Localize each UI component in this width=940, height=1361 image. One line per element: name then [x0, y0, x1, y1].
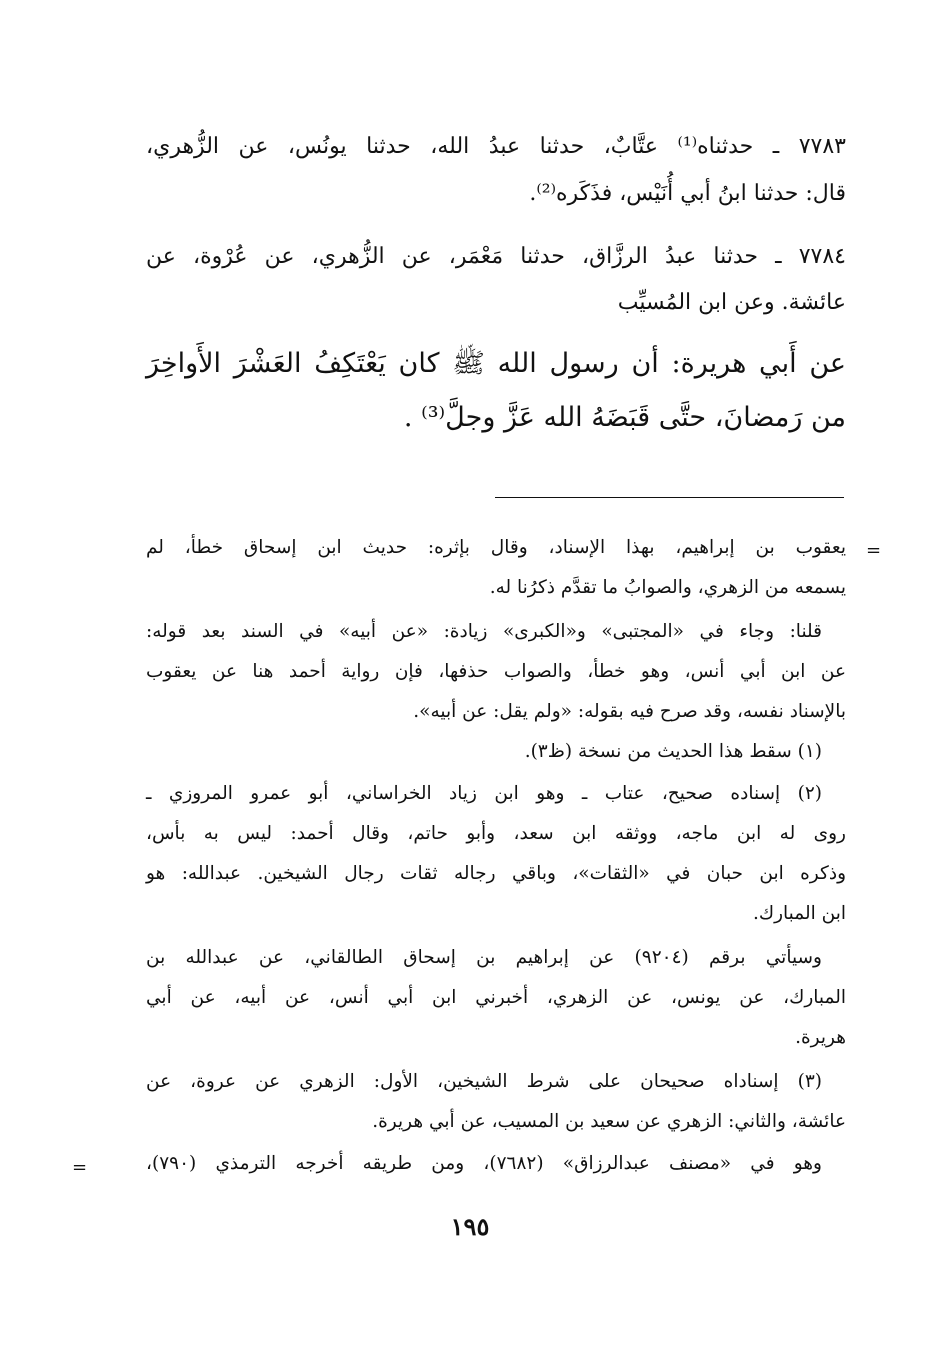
footnote-line: بالإسناد نفسه، وقد صرح فيه بقوله: «ولم يقل: عن أبيه». [413, 701, 846, 722]
footnote-3: (٣) إسناداه صحيحان على شرط الشيخين، الأول: الزهري عن عروة، عن [146, 1071, 822, 1092]
footnote-2: (٢) إسناده صحيح، عتاب ـ وهو ابن زياد الخراساني، أبو عمرو المروزي ـ [146, 783, 822, 804]
hadith-7784-line-2: عائشة. وعن ابن المُسيِّب [617, 290, 846, 315]
footnote-line: وسيأتي برقم (٩٢٠٤) عن إبراهيم بن إسحاق الطالقاني، عن عبدالله بن [146, 947, 822, 968]
footnote-separator [495, 497, 844, 498]
footnote-line: وذكره ابن حبان في «الثقات»، وباقي رجاله ثقات رجال الشيخين. عبدالله: هو [146, 863, 846, 884]
footnote-line: ابن المبارك. [752, 903, 846, 924]
continuation-mark-end: = [72, 1157, 88, 1178]
page-number: ١٩٥ [450, 1212, 490, 1241]
footnote-line: المبارك، عن يونس، عن الزهري، أخبرني ابن أبي أنس، عن أبيه، عن أبي [146, 987, 846, 1008]
footnote-line: عن ابن أبي أنس، وهو خطأ، والصواب حذفها، فإن رواية أحمد هنا عن يعقوب [146, 661, 846, 682]
footnote-line: وهو في «مصنف عبدالرزاق» (٧٦٨٢)، ومن طريقه أخرجه الترمذي (٧٩٠)، [146, 1153, 822, 1174]
footnote-line: هريرة. [795, 1027, 846, 1048]
continuation-mark-start: = [866, 540, 882, 561]
footnote-line: عائشة، والثاني: الزهري عن سعيد بن المسيب، عن أبي هريرة. [372, 1111, 846, 1132]
hadith-7784-matn-line-2: من رَمضانَ، حتَّى قَبَضَهُ الله عَزَّ وجلَّ⁽³⁾ . [403, 402, 846, 433]
hadith-7784-matn-line-1: عن أَبي هريرة: أن رسول الله ﷺ كان يَعْتَكِفُ العَشْرَ الأَواخِرَ [146, 348, 846, 379]
footnote-line: قلنا: وجاء في «المجتبى» و«الكبرى» زيادة: «عن أبيه» في السند بعد قوله: [146, 621, 822, 642]
footnote-line: يسمعه من الزهري، والصوابُ ما تقدَّم ذكرُنا له. [489, 577, 846, 598]
footnote-1: (١) سقط هذا الحديث من نسخة (ظ٣). [524, 741, 822, 762]
hadith-7783-line-1: ٧٧٨٣ ـ حدثناه⁽¹⁾ عتَّابٌ، حدثنا عبدُ الله، حدثنا يونُس، عن الزُّهري، [146, 134, 846, 159]
footnote-line: روى له ابن ماجه، ووثقه ابن سعد، وأبو حاتم، وقال أحمد: ليس به بأس، [146, 823, 846, 844]
footnote-line: يعقوب بن إبراهيم، بهذا الإسناد، وقال بإثره: حديث ابن إسحاق خطأ، لم [146, 537, 846, 558]
hadith-7784-line-1: ٧٧٨٤ ـ حدثنا عبدُ الرزَّاق، حدثنا مَعْمَر، عن الزُّهري، عن عُرْوة، عن [146, 244, 846, 269]
hadith-7783-line-2: قال: حدثنا ابنُ أبي أُنَيْس، فذَكَره⁽²⁾. [529, 181, 846, 206]
